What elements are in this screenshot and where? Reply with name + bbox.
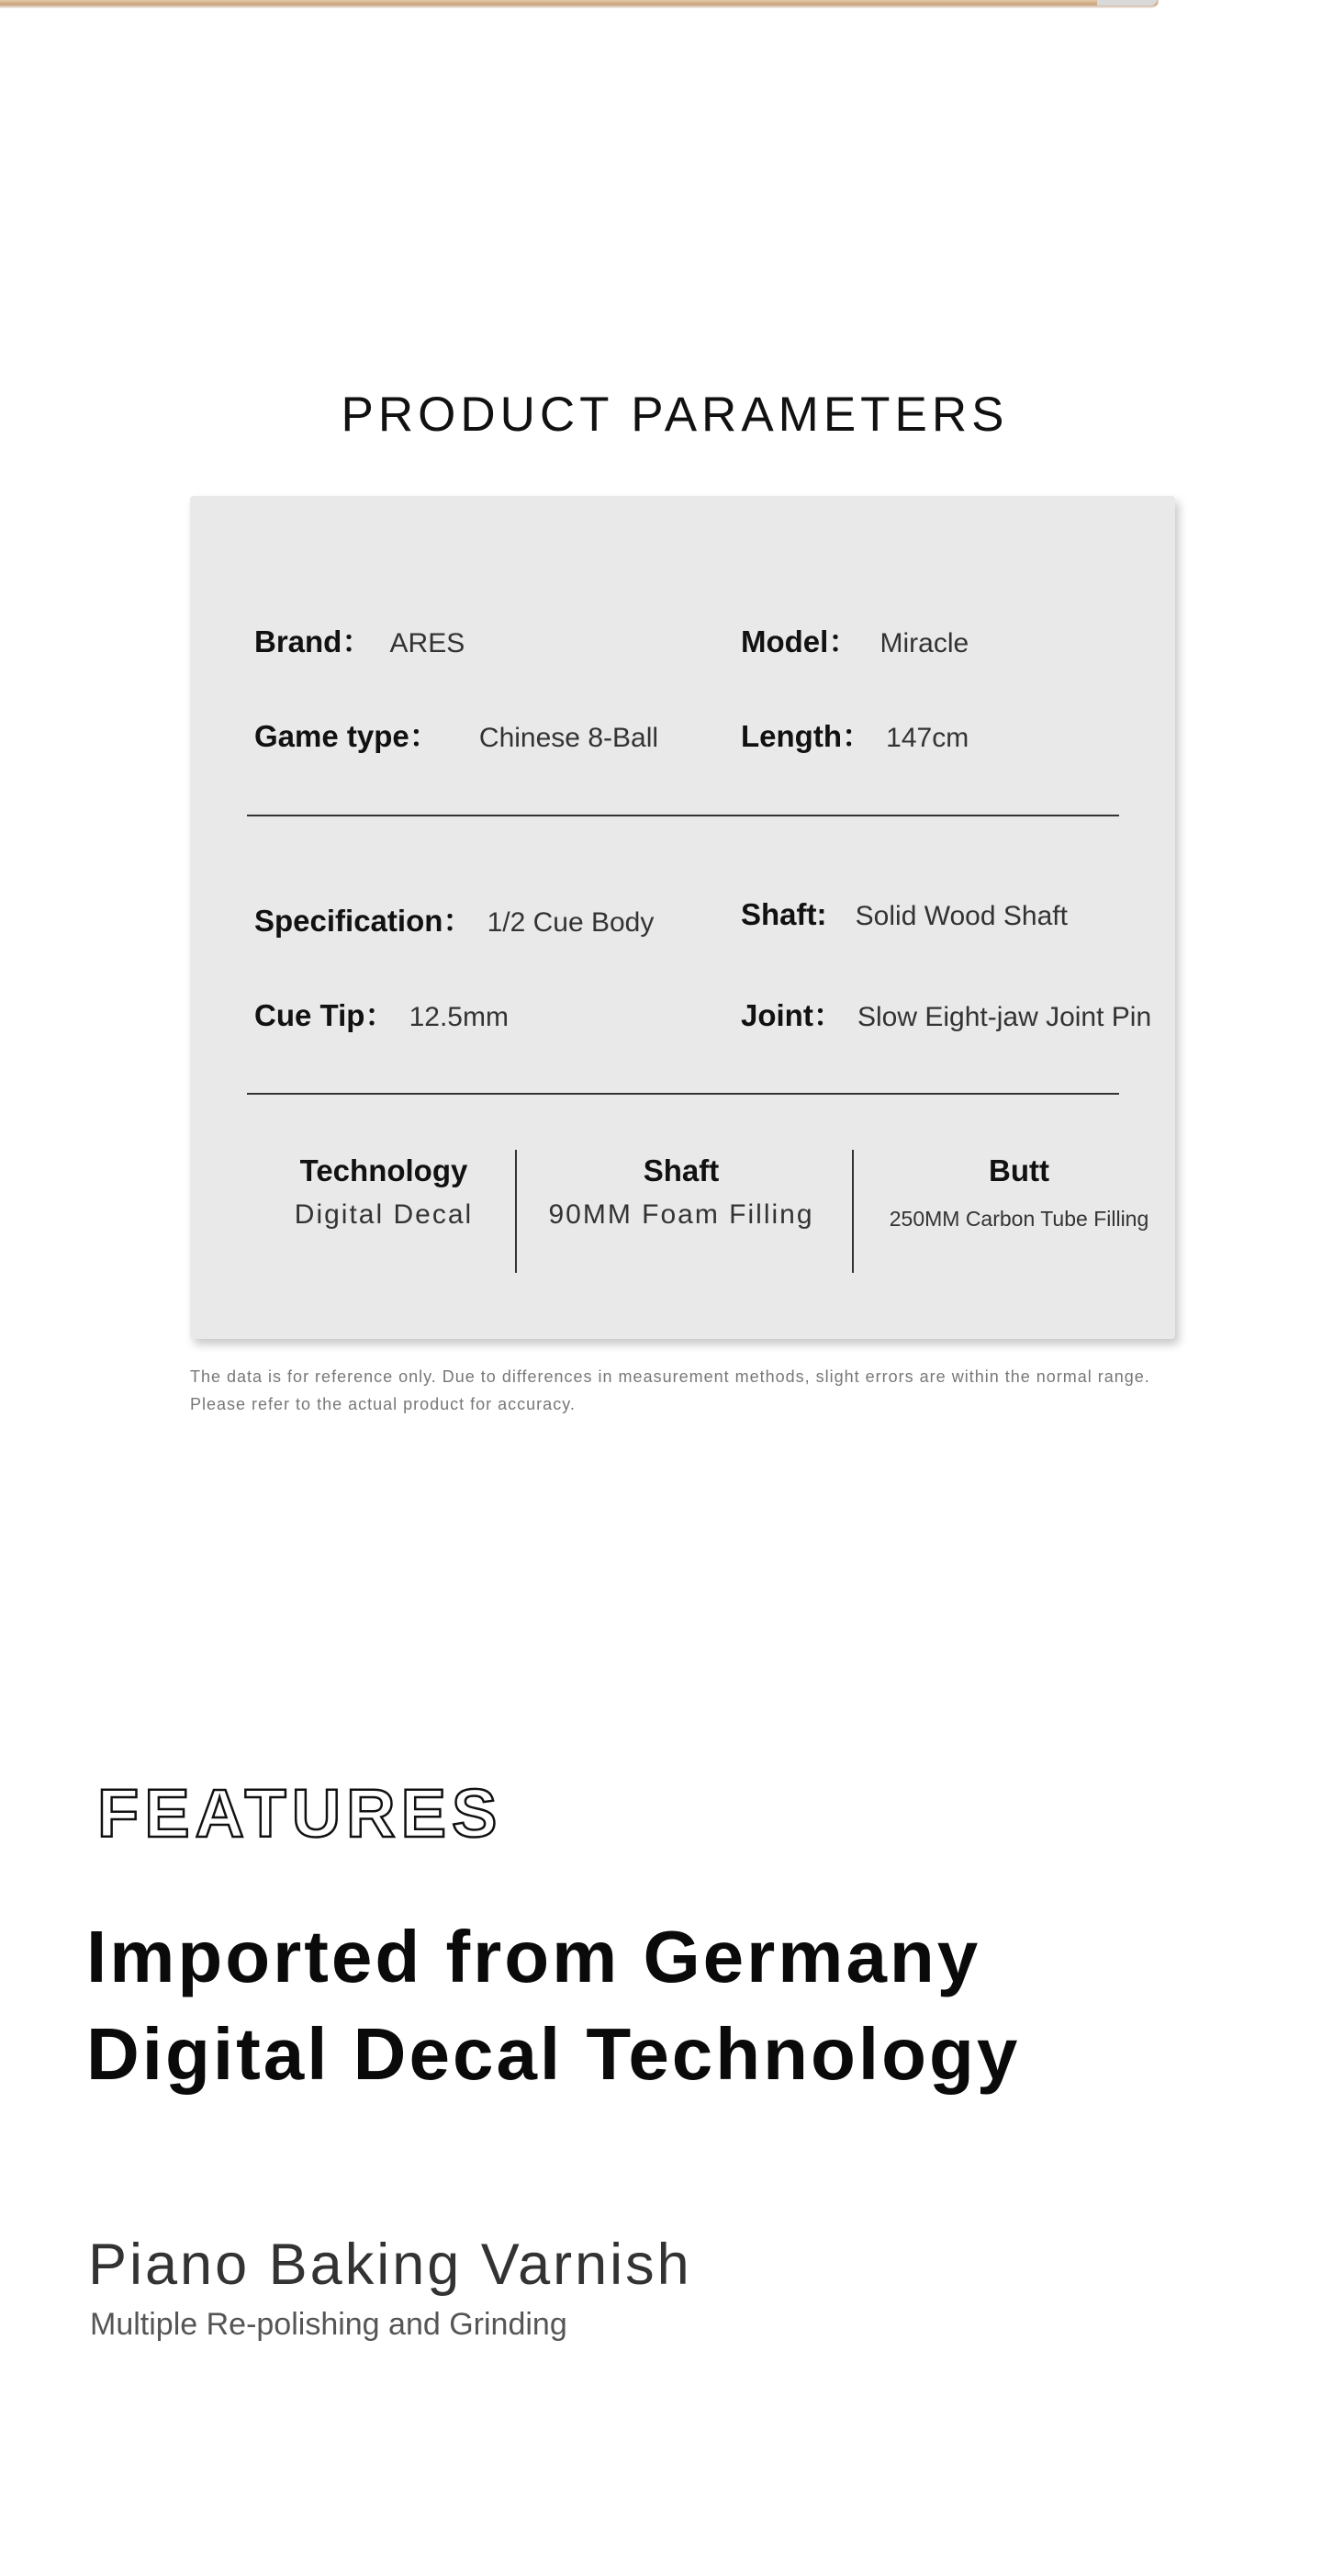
param-cue-tip-value: 12.5mm [409,1002,509,1032]
param-game-type [254,713,658,756]
param-length-value: 147cm [886,723,969,753]
param-cue-tip [254,992,509,1035]
column-butt-value: 250MM Carbon Tube Filling [889,1207,1149,1231]
cue-product-image-edge [0,0,1159,8]
param-game-type-value: Chinese 8-Ball [478,723,659,753]
param-brand-label: Brand： [254,624,373,658]
param-brand-value: ARES [389,628,465,658]
param-brand [254,618,465,661]
features-subtext: Multiple Re-polishing and Grinding [90,2307,567,2342]
column-technology [278,1153,489,1231]
param-length-label: Length： [741,719,872,753]
param-specification-value: 1/2 Cue Body [487,907,655,938]
param-joint-label: Joint： [741,998,844,1032]
param-joint-value: Slow Eight-jaw Joint Pin [857,1002,1152,1032]
param-shaft [741,897,1068,932]
param-shaft-label: Shaft: [741,897,827,931]
disclaimer [190,1363,1218,1418]
column-shaft [530,1153,833,1231]
divider-bottom [247,1093,1119,1095]
disclaimer-line-1: The data is for reference only. Due to differences in measurement methods, slight errors are within the normal range. [190,1367,1150,1386]
param-model-value: Miracle [879,628,969,658]
features-headline [86,1908,1020,2103]
column-technology-heading: Technology [299,1153,468,1187]
param-model-label: Model： [741,624,859,658]
param-specification [254,897,654,940]
divider-top [247,815,1119,816]
features-subhead: Piano Baking Varnish [88,2233,692,2297]
features-headline-line-1: Imported from Germany [86,1916,981,1997]
column-separator-2 [852,1150,854,1273]
column-shaft-heading: Shaft [643,1153,720,1187]
param-shaft-value: Solid Wood Shaft [855,901,1068,931]
column-technology-value: Digital Decal [294,1199,474,1230]
features-label: FEATURES [97,1775,503,1851]
cue-product-image-tip [1097,0,1157,6]
param-game-type-label: Game type： [254,719,440,753]
disclaimer-line-2: Please refer to the actual product for accuracy. [190,1395,576,1413]
param-cue-tip-label: Cue Tip： [254,998,396,1032]
features-headline-line-2: Digital Decal Technology [86,2013,1021,2095]
param-model [741,618,969,661]
parameters-title: PRODUCT PARAMETERS [341,388,1009,442]
param-length [741,713,969,756]
parameters-card [190,496,1175,1339]
param-joint [741,992,1151,1035]
column-butt-heading: Butt [989,1153,1049,1187]
column-butt [868,1153,1171,1232]
param-specification-label: Specification： [254,904,474,938]
column-shaft-value: 90MM Foam Filling [548,1199,814,1230]
column-separator-1 [515,1150,517,1273]
